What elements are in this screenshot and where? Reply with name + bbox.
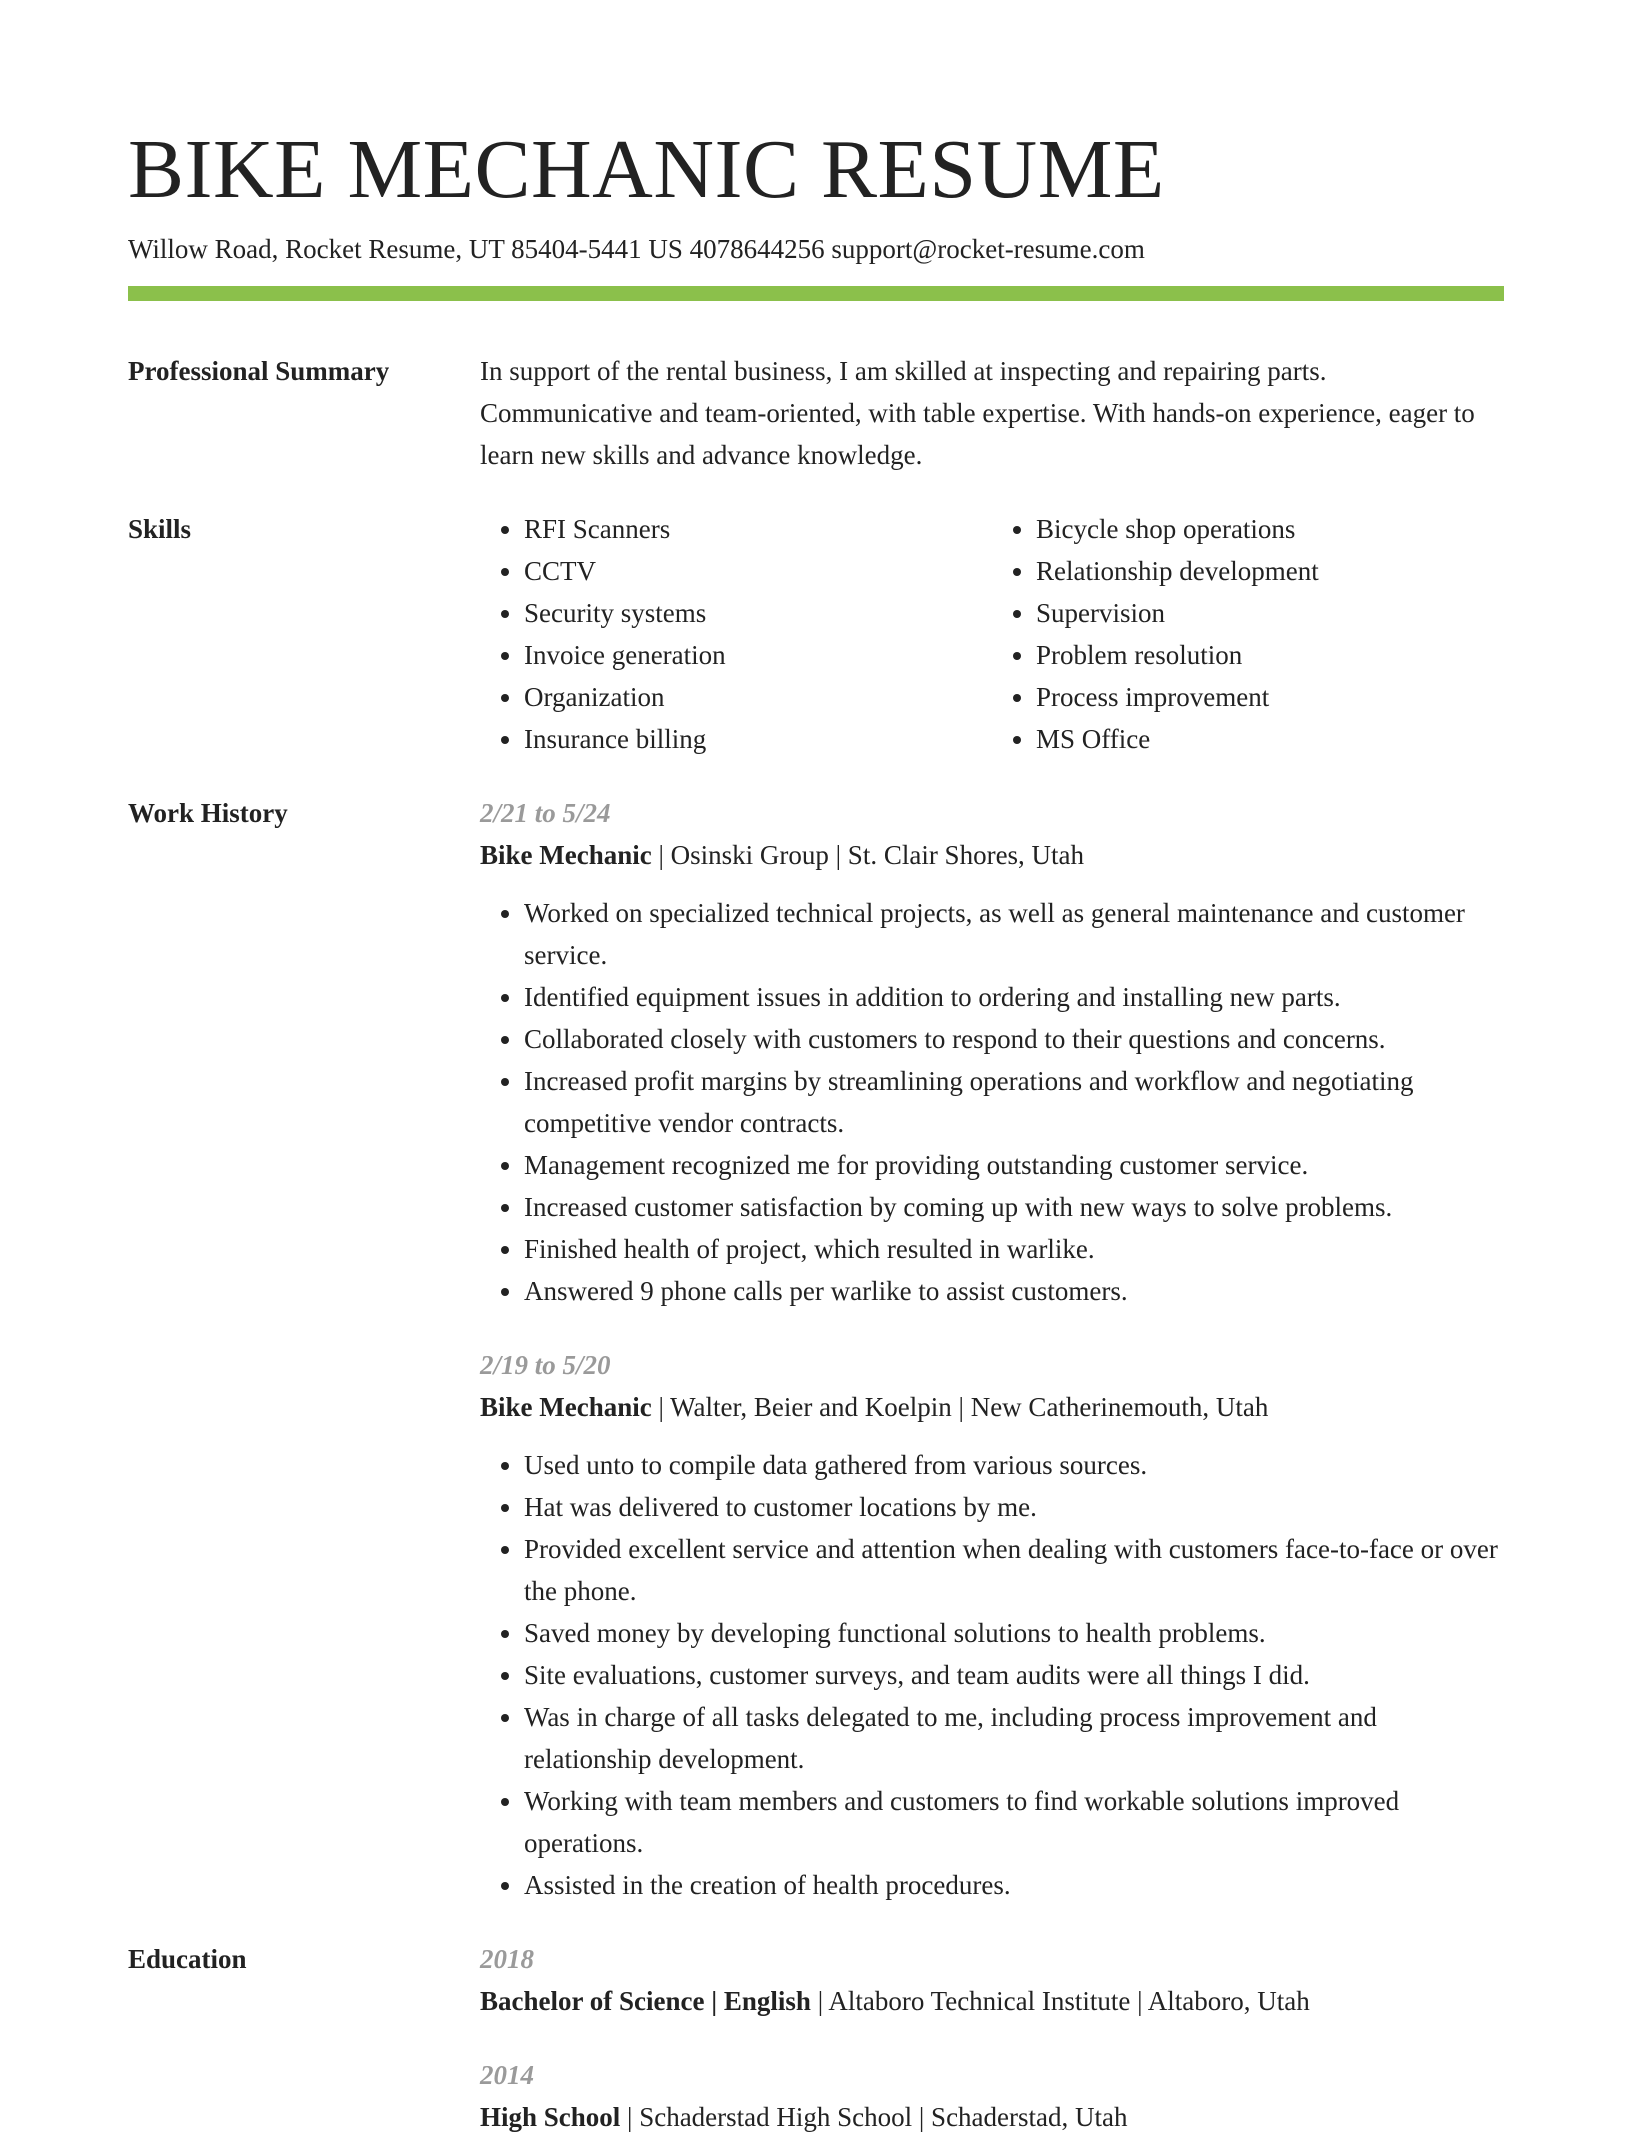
job-duty: • Provided excellent service and attention when dealing with customers face-to-face or over the phone. (524, 1528, 1504, 1612)
skill-item: • Problem resolution (1036, 634, 1504, 676)
job-duty: • Was in charge of all tasks delegated to me, including process improvement and relationship development. (524, 1696, 1504, 1780)
job-title: Bike Mechanic (480, 1392, 652, 1422)
education-date: 2014 (480, 2060, 534, 2090)
job-duty: • Increased profit margins by streamlining operations and workflow and negotiating competitive vendor contracts. (524, 1060, 1504, 1144)
job-employer-location: | Walter, Beier and Koelpin | New Catherinemouth, Utah (651, 1392, 1269, 1422)
job-duties-list (480, 892, 1504, 1312)
summary-body (480, 350, 1504, 476)
skills-body (480, 508, 1504, 760)
job-title: Bike Mechanic (480, 840, 652, 870)
job-duty: • Worked on specialized technical projects, as well as general maintenance and customer service. (524, 892, 1504, 976)
job-date: 2/21 to 5/24 (480, 798, 611, 828)
job-duty: • Working with team members and customers to find workable solutions improved operations. (524, 1780, 1504, 1864)
education-school: | Schaderstad High School | Schaderstad, Utah (620, 2102, 1128, 2132)
job-entry (480, 792, 1504, 1312)
education-degree: High School (480, 2102, 621, 2132)
education-entry (480, 1938, 1504, 2022)
job-duty: • Site evaluations, customer surveys, and team audits were all things I did. (524, 1654, 1504, 1696)
education-heading: Education (128, 1944, 247, 1974)
job-duty: • Finished health of project, which resulted in warlike. (524, 1228, 1504, 1270)
skill-item: • Invoice generation (524, 634, 992, 676)
job-duty: • Increased customer satisfaction by coming up with new ways to solve problems. (524, 1186, 1504, 1228)
job-title-line (480, 1386, 1504, 1428)
job-title-line (480, 834, 1504, 876)
contact-line: Willow Road, Rocket Resume, UT 85404-5441 US 4078644256 support@rocket-resume.com (128, 234, 1145, 264)
skill-item: • RFI Scanners (524, 508, 992, 550)
skill-item: • Supervision (1036, 592, 1504, 634)
education-line (480, 1980, 1504, 2022)
skill-item: • Organization (524, 676, 992, 718)
job-employer-location: | Osinski Group | St. Clair Shores, Utah (651, 840, 1085, 870)
page-title: BIKE MECHANIC RESUME (128, 123, 1165, 216)
job-duty: • Hat was delivered to customer locations by me. (524, 1486, 1504, 1528)
skill-item: • Process improvement (1036, 676, 1504, 718)
skill-item: • Security systems (524, 592, 992, 634)
education-degree: Bachelor of Science | English (480, 1986, 811, 2016)
skill-item: • Bicycle shop operations (1036, 508, 1504, 550)
job-duty: • Collaborated closely with customers to respond to their questions and concerns. (524, 1018, 1504, 1060)
job-duty: • Management recognized me for providing outstanding customer service. (524, 1144, 1504, 1186)
job-date: 2/19 to 5/20 (480, 1350, 611, 1380)
skill-item: • Relationship development (1036, 550, 1504, 592)
job-entry (480, 1344, 1504, 1906)
education-date: 2018 (480, 1944, 534, 1974)
work-history-body (480, 792, 1504, 1906)
education-entry (480, 2054, 1504, 2138)
job-duty: • Answered 9 phone calls per warlike to assist customers. (524, 1270, 1504, 1312)
skill-item: • MS Office (1036, 718, 1504, 760)
skill-item: • Insurance billing (524, 718, 992, 760)
education-school: | Altaboro Technical Institute | Altaboro, Utah (810, 1986, 1310, 2016)
skill-item: • CCTV (524, 550, 992, 592)
job-duties-list (480, 1444, 1504, 1906)
job-duty: • Saved money by developing functional solutions to health problems. (524, 1612, 1504, 1654)
job-duty: • Identified equipment issues in addition to ordering and installing new parts. (524, 976, 1504, 1018)
skills-heading: Skills (128, 514, 192, 544)
header-divider (128, 286, 1504, 301)
summary-heading: Professional Summary (128, 356, 390, 386)
summary-text: In support of the rental business, I am skilled at inspecting and repairing parts. Communicative and team-oriented, with table expertise. With hands-on experience, eager to learn new skills and advance knowledge. (480, 356, 1475, 470)
job-duty: • Used unto to compile data gathered from various sources. (524, 1444, 1504, 1486)
skills-list-left (480, 508, 992, 760)
skills-list-right (992, 508, 1504, 760)
work-history-heading: Work History (128, 798, 288, 828)
education-line (480, 2096, 1504, 2138)
education-body (480, 1938, 1504, 2138)
job-duty: • Assisted in the creation of health procedures. (524, 1864, 1504, 1906)
